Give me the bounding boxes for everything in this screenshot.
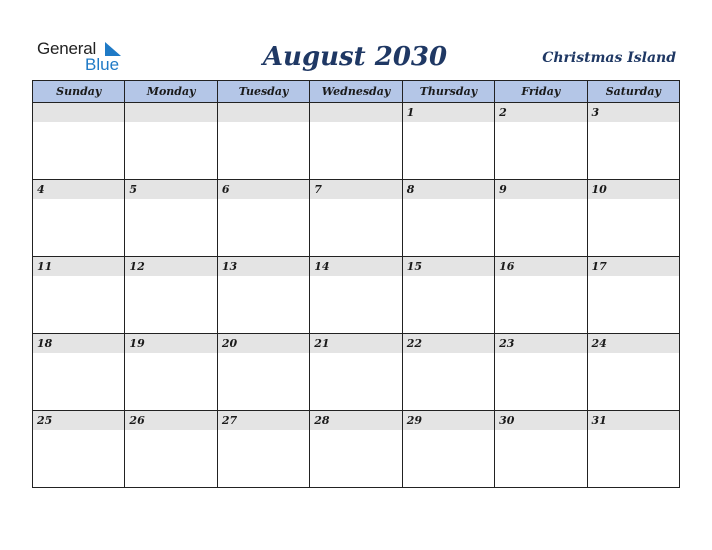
day-number: 23: [495, 334, 586, 353]
day-number: [33, 103, 124, 122]
day-number: 13: [218, 257, 309, 276]
day-cell: [217, 103, 309, 180]
day-number: [125, 103, 216, 122]
day-cell: [402, 103, 494, 180]
day-number: 19: [125, 334, 216, 353]
day-cell: [495, 180, 587, 257]
day-cell: [587, 103, 679, 180]
day-number: 22: [403, 334, 494, 353]
day-cell: [310, 411, 402, 488]
day-number: 9: [495, 180, 586, 199]
day-cell: [217, 257, 309, 334]
day-number: 4: [33, 180, 124, 199]
weekday-header-row: [33, 81, 680, 103]
day-cell: [587, 257, 679, 334]
day-cell: [125, 103, 217, 180]
day-number: 18: [33, 334, 124, 353]
week-row: [33, 334, 680, 411]
day-cell: [310, 257, 402, 334]
week-row: [33, 180, 680, 257]
day-cell: [33, 103, 125, 180]
day-number: 3: [588, 103, 679, 122]
day-number: 5: [125, 180, 216, 199]
week-row: [33, 411, 680, 488]
region-label: Christmas Island: [542, 50, 676, 66]
day-number: 8: [403, 180, 494, 199]
triangle-icon: [101, 42, 121, 56]
day-number: 30: [495, 411, 586, 430]
weekday-tuesday: Tuesday: [217, 81, 309, 103]
day-cell: [33, 334, 125, 411]
day-number: 20: [218, 334, 309, 353]
day-cell: [402, 411, 494, 488]
day-cell: [495, 411, 587, 488]
day-cell: [217, 334, 309, 411]
day-cell: [125, 257, 217, 334]
day-number: 11: [33, 257, 124, 276]
day-cell: [587, 334, 679, 411]
day-cell: [587, 180, 679, 257]
week-row: [33, 103, 680, 180]
day-cell: [33, 257, 125, 334]
weekday-thursday: Thursday: [402, 81, 494, 103]
day-cell: [310, 103, 402, 180]
month-title: August 2030: [262, 42, 448, 72]
day-number: 26: [125, 411, 216, 430]
day-cell: [495, 334, 587, 411]
day-cell: [217, 180, 309, 257]
day-cell: [402, 334, 494, 411]
day-number: 28: [310, 411, 401, 430]
weekday-wednesday: Wednesday: [310, 81, 402, 103]
day-number: 25: [33, 411, 124, 430]
day-number: 21: [310, 334, 401, 353]
day-cell: [310, 334, 402, 411]
weekday-sunday: Sunday: [33, 81, 125, 103]
day-cell: [217, 411, 309, 488]
day-cell: [310, 180, 402, 257]
day-cell: [33, 411, 125, 488]
weekday-monday: Monday: [125, 81, 217, 103]
logo-word-general: General: [37, 39, 97, 58]
day-cell: [125, 334, 217, 411]
month-grid: [32, 80, 680, 488]
day-number: 7: [310, 180, 401, 199]
logo-word-blue: Blue: [85, 55, 120, 74]
day-number: 2: [495, 103, 586, 122]
day-number: 31: [588, 411, 679, 430]
day-cell: [495, 103, 587, 180]
weekday-friday: Friday: [495, 81, 587, 103]
day-number: 24: [588, 334, 679, 353]
day-cell: [587, 411, 679, 488]
day-number: [310, 103, 401, 122]
day-number: 15: [403, 257, 494, 276]
day-cell: [33, 180, 125, 257]
day-cell: [125, 411, 217, 488]
day-number: 14: [310, 257, 401, 276]
day-number: 27: [218, 411, 309, 430]
week-row: [33, 257, 680, 334]
day-number: [218, 103, 309, 122]
day-number: 29: [403, 411, 494, 430]
day-number: 12: [125, 257, 216, 276]
generalblue-logo: [37, 40, 127, 74]
weekday-saturday: Saturday: [587, 81, 679, 103]
day-cell: [402, 257, 494, 334]
day-number: 6: [218, 180, 309, 199]
day-cell: [125, 180, 217, 257]
day-cell: [402, 180, 494, 257]
day-number: 1: [403, 103, 494, 122]
day-number: 17: [588, 257, 679, 276]
day-number: 10: [588, 180, 679, 199]
day-number: 16: [495, 257, 586, 276]
day-cell: [495, 257, 587, 334]
